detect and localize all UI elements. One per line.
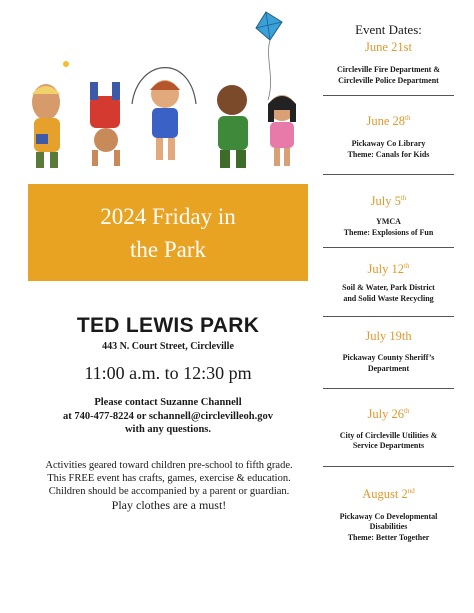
event-dates-heading: Event Dates: bbox=[355, 22, 422, 37]
contact-info bbox=[28, 396, 308, 437]
event-date: August 2nd bbox=[362, 486, 415, 501]
event-dates-column bbox=[319, 22, 458, 543]
contact-line-1: Please contact Suzanne Channell bbox=[94, 397, 242, 408]
event-host: Pickaway Co Library Theme: Canals for Kids bbox=[347, 139, 430, 159]
event-host: Pickaway Co Developmental Disabilities Theme: Better Together bbox=[339, 511, 438, 542]
divider bbox=[323, 316, 454, 317]
event-item bbox=[319, 403, 458, 451]
park-address: 443 N. Court Street, Circleville bbox=[102, 341, 234, 352]
event-item bbox=[319, 328, 458, 374]
event-item bbox=[319, 483, 458, 544]
event-date: July 26th bbox=[367, 407, 410, 422]
contact-line-3: with any questions. bbox=[124, 424, 212, 435]
description-line-2: This FREE event has crafts, games, exercise & education. bbox=[47, 473, 291, 484]
divider bbox=[323, 388, 454, 389]
event-date: June 28th bbox=[366, 114, 411, 129]
divider bbox=[323, 466, 454, 467]
description-line-4: Play clothes are a must! bbox=[111, 498, 227, 512]
event-description bbox=[22, 459, 316, 512]
event-host: Circleville Fire Department & Circleville Police Department bbox=[337, 65, 440, 85]
park-name: TED LEWIS PARK bbox=[76, 314, 260, 337]
banner-title-line1: 2024 Friday in bbox=[100, 203, 236, 229]
event-host: Soil & Water, Park District and Solid Waste Recycling bbox=[342, 283, 435, 303]
event-host: Pickaway County Sheriff’s Department bbox=[342, 353, 435, 373]
description-line-1: Activities geared toward children pre-school to fifth grade. bbox=[45, 460, 293, 471]
event-host: YMCA Theme: Explosions of Fun bbox=[343, 217, 434, 237]
contact-line-2: at 740-477-8224 or schannell@circlevilleoh.gov bbox=[62, 410, 274, 422]
event-item bbox=[319, 110, 458, 160]
divider bbox=[323, 174, 454, 175]
event-item bbox=[319, 258, 458, 304]
event-date: June 21st bbox=[365, 40, 412, 54]
event-time: 11:00 a.m. to 12:30 pm bbox=[84, 363, 252, 383]
event-date: July 12th bbox=[367, 262, 410, 277]
divider bbox=[323, 95, 454, 96]
kids-playing-illustration bbox=[20, 8, 310, 176]
event-item bbox=[319, 39, 458, 86]
banner-title-line2: the Park bbox=[129, 236, 206, 262]
event-title-banner bbox=[28, 184, 308, 281]
description-line-3: Children should be accompanied by a parent or guardian. bbox=[48, 486, 290, 497]
event-date: July 19th bbox=[365, 329, 412, 344]
divider bbox=[323, 247, 454, 248]
event-item bbox=[319, 190, 458, 238]
event-date: July 5th bbox=[370, 194, 407, 209]
event-host: City of Circleville Utilities & Service Departments bbox=[339, 430, 438, 451]
